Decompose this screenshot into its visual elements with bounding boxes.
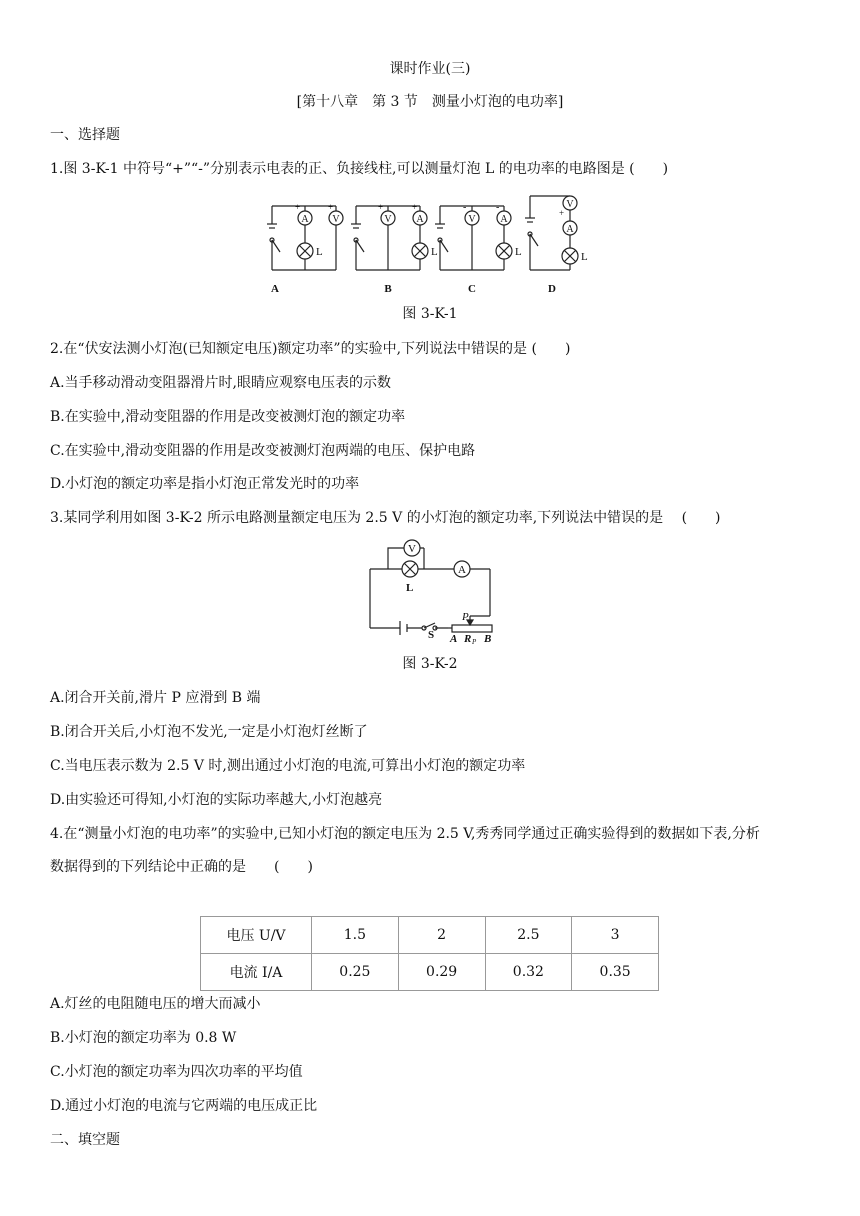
fig2-voltmeter-symbol: V: [408, 543, 416, 555]
c-ammeter-symbol: A: [500, 214, 508, 225]
question-4-option-b: B.小灯泡的额定功率为 0.8 W: [50, 1030, 237, 1046]
table-row-header: 电流 I/A: [201, 954, 312, 991]
table-cell: 0.32: [485, 954, 572, 991]
a-ammeter-symbol: A: [301, 214, 309, 225]
page-title: 课时作业(三): [389, 61, 471, 77]
b-plus-sign-2: +: [412, 202, 418, 212]
question-4-option-c: C.小灯泡的额定功率为四次功率的平均值: [50, 1064, 303, 1080]
d-ammeter-symbol: A: [566, 224, 574, 235]
question-3-option-a: A.闭合开关前,滑片 P 应滑到 B 端: [50, 690, 261, 706]
table-cell: 3: [572, 917, 659, 954]
page-subtitle: [第十八章 第 3 节 测量小灯泡的电功率]: [296, 94, 564, 110]
question-2-option-c: C.在实验中,滑动变阻器的作用是改变被测灯泡两端的电压、保护电路: [50, 443, 476, 459]
a-plus-sign-2: +: [328, 202, 334, 212]
table-row-voltage: [201, 917, 659, 954]
question-4-option-d: D.通过小灯泡的电流与它两端的电压成正比: [50, 1098, 318, 1114]
a-voltmeter-symbol: V: [332, 214, 340, 225]
fig2-rheostat-subscript: P: [472, 638, 477, 646]
b-lamp-label: L: [431, 246, 438, 258]
table-cell: 2.5: [485, 917, 572, 954]
b-voltmeter-symbol: V: [384, 214, 392, 225]
d-voltmeter-symbol: V: [566, 199, 574, 210]
table-cell: 0.29: [398, 954, 485, 991]
table-row-header: 电压 U/V: [201, 917, 312, 954]
table-cell: 0.35: [572, 954, 659, 991]
circuit-b-label: B: [384, 283, 392, 295]
circuit-c-label: C: [468, 283, 476, 295]
table-cell: 2: [398, 917, 485, 954]
circuit-d-label: D: [548, 283, 556, 295]
circuit-a-label: A: [271, 283, 279, 295]
table-cell: 0.25: [312, 954, 399, 991]
figure-3-k-2-caption: 图 3-K-2: [402, 656, 458, 672]
c-lamp-label: L: [515, 246, 522, 258]
table-cell: 1.5: [312, 917, 399, 954]
fig2-end-a-label: A: [450, 633, 458, 645]
measurement-table: [200, 916, 659, 991]
question-2-stem: 2.在“伏安法测小灯泡(已知额定电压)额定功率”的实验中,下列说法中错误的是 ( ): [50, 341, 571, 357]
fig2-switch-label: S: [428, 629, 435, 641]
question-3-option-c: C.当电压表示数为 2.5 V 时,测出通过小灯泡的电流,可算出小灯泡的额定功率: [50, 758, 526, 774]
d-lamp-label: L: [581, 251, 588, 263]
fig2-slider-label: P: [462, 611, 469, 623]
question-3-option-b: B.闭合开关后,小灯泡不发光,一定是小灯泡灯丝断了: [50, 724, 368, 740]
b-plus-sign: +: [378, 202, 384, 212]
question-3-option-d: D.由实验还可得知,小灯泡的实际功率越大,小灯泡越亮: [50, 792, 383, 808]
section-heading-fill-in: 二、填空题: [50, 1132, 120, 1148]
figure-3-k-1-caption: 图 3-K-1: [402, 306, 458, 322]
fig2-lamp-label: L: [406, 582, 414, 594]
c-minus-sign-2: -: [496, 202, 500, 213]
figure-3-k-1: [260, 188, 600, 296]
fig2-rheostat-label: R: [464, 633, 472, 645]
a-plus-sign: +: [295, 202, 301, 212]
question-4-stem-line-1: 4.在“测量小灯泡的电功率”的实验中,已知小灯泡的额定电压为 2.5 V,秀秀同学通过正确实验得到的数据如下表,分析: [50, 826, 760, 842]
c-minus-sign: -: [463, 202, 467, 213]
question-4-stem-line-2: 数据得到的下列结论中正确的是 ( ): [50, 859, 313, 875]
question-2-option-d: D.小灯泡的额定功率是指小灯泡正常发光时的功率: [50, 476, 360, 492]
question-3-stem: 3.某同学利用如图 3-K-2 所示电路测量额定电压为 2.5 V 的小灯泡的额定功率,下列说法中错误的是 ( ): [50, 510, 721, 526]
d-plus-sign: +: [559, 208, 565, 218]
c-voltmeter-symbol: V: [468, 214, 476, 225]
fig2-end-b-label: B: [484, 633, 492, 645]
b-ammeter-symbol: A: [416, 214, 424, 225]
figure-3-k-2: [360, 534, 510, 646]
question-2-option-a: A.当手移动滑动变阻器滑片时,眼睛应观察电压表的示数: [50, 375, 392, 391]
question-4-option-a: A.灯丝的电阻随电压的增大而减小: [50, 996, 261, 1012]
section-heading-choice: 一、选择题: [50, 127, 120, 143]
question-1-stem: 1.图 3-K-1 中符号“+”“-”分别表示电表的正、负接线柱,可以测量灯泡 L 的电功率的电路图是 ( ): [50, 161, 669, 177]
fig2-ammeter-symbol: A: [458, 564, 466, 576]
a-lamp-label: L: [316, 246, 323, 258]
table-row-current: [201, 954, 659, 991]
question-2-option-b: B.在实验中,滑动变阻器的作用是改变被测灯泡的额定功率: [50, 409, 406, 425]
